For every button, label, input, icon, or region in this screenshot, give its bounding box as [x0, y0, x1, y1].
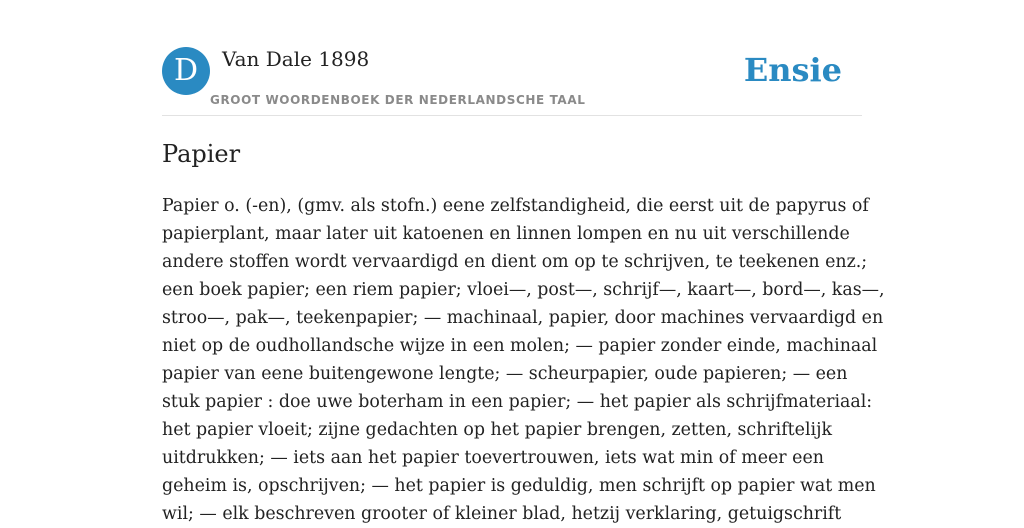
entry-line: het papier vloeit; zijne gedachten op het papier brengen, zetten, schriftelijk — [162, 420, 833, 440]
dictionary-subtitle: GROOT WOORDENBOEK DER NEDERLANDSCHE TAAL — [210, 93, 586, 107]
entry-line: niet op de oudhollandsche wijze in een molen; — papier zonder einde, machinaal — [162, 336, 878, 356]
header — [162, 46, 862, 116]
entry-body — [162, 192, 885, 528]
entry-line: stroo—, pak—, teekenpapier; — machinaal, papier, door machines vervaardigd en — [162, 308, 884, 328]
entry-title: Papier — [162, 140, 241, 168]
dictionary-logo[interactable]: D — [162, 47, 210, 95]
entry-line: een boek papier; een riem papier; vloei—, post—, schrijf—, kaart—, bord—, kas—, — [162, 280, 885, 300]
entry-line: andere stoffen wordt vervaardigd en dient om op te schrijven, te teekenen enz.; — [162, 252, 868, 272]
header-divider — [162, 115, 862, 116]
brand-logo[interactable]: Ensie — [743, 51, 842, 89]
entry-line: Papier o. (-en), (gmv. als stofn.) eene zelfstandigheid, die eerst uit de papyrus of — [162, 196, 869, 216]
entry-line: geheim is, opschrijven; — het papier is geduldig, men schrijft op papier wat men — [162, 476, 876, 496]
entry-line: papierplant, maar later uit katoenen en linnen lompen en nu uit verschillende — [162, 224, 850, 244]
entry-line: stuk papier : doe uwe boterham in een papier; — het papier als schrijfmateriaal: — [162, 392, 873, 412]
entry-line: papier van eene buitengewone lengte; — scheurpapier, oude papieren; — een — [162, 364, 848, 384]
entry-line: uitdrukken; — iets aan het papier toevertrouwen, iets wat min of meer een — [162, 448, 824, 468]
dictionary-title[interactable]: Van Dale 1898 — [222, 47, 370, 71]
entry-line: wil; — elk beschreven grooter of kleiner blad, hetzij verklaring, getuigschrift — [162, 504, 842, 524]
